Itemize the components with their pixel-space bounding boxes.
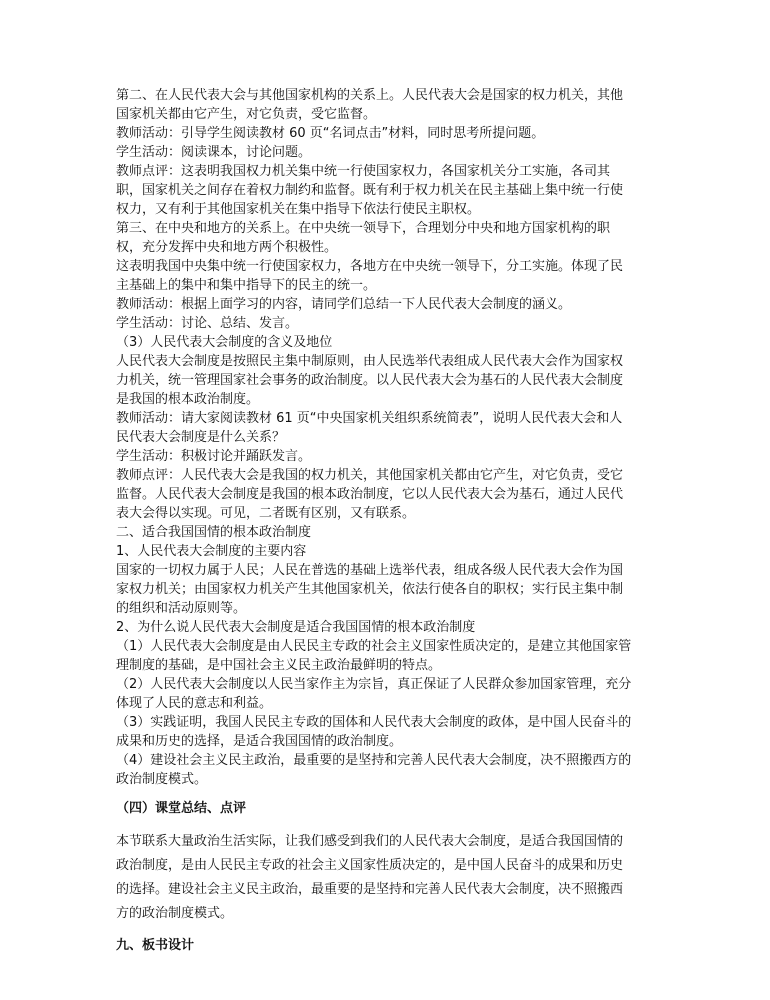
section-heading-summary: （四）课堂总结、点评 <box>116 801 247 816</box>
text-line: 教师活动：根据上面学习的内容，请同学们总结一下人民代表大会制度的涵义。 <box>116 297 572 312</box>
lesson-body-text <box>116 86 660 789</box>
text-line: 第二、在人民代表大会与其他国家机构的关系上。人民代表大会是国家的权力机关，其他 <box>116 88 624 103</box>
text-line: 这表明我国中央集中统一行使国家权力，各地方在中央统一领导下，分工实施。体现了民 <box>116 259 624 274</box>
text-line: （3）实践证明，我国人民民主专政的国体和人民代表大会制度的政体，是中国人民奋斗的 <box>116 715 632 730</box>
text-line: 家权力机关；由国家权力机关产生其他国家机关，依法行使各自的职权；实行民主集中制 <box>116 582 624 597</box>
text-line: 力机关，统一管理国家社会事务的政治制度。以人民代表大会为基石的人民代表大会制度 <box>116 373 624 388</box>
text-line: 表大会得以实现。可见，二者既有区别，又有联系。 <box>116 506 416 521</box>
text-line: （4）建设社会主义民主政治，最重要的是坚持和完善人民代表大会制度，决不照搬西方的 <box>116 753 632 768</box>
text-line: 权力，又有利于其他国家机关在集中指导下依法行使民主职权。 <box>116 202 481 217</box>
text-line: 的选择。建设社会主义民主政治，最重要的是坚持和完善人民代表大会制度，决不照搬西 <box>116 882 624 897</box>
text-line: 监督。人民代表大会制度是我国的根本政治制度，它以人民代表大会为基石，通过人民代 <box>116 487 624 502</box>
text-line: 1、人民代表大会制度的主要内容 <box>116 544 307 559</box>
text-line: 职，国家机关之间存在着权力制约和监督。既有利于权力机关在民主基础上集中统一行使 <box>116 183 624 198</box>
text-line: 国家机关都由它产生，对它负责，受它监督。 <box>116 107 377 122</box>
text-line: 教师点评：这表明我国权力机关集中统一行使国家权力，各国家机关分工实施，各司其 <box>116 164 611 179</box>
summary-paragraph <box>116 830 660 926</box>
text-line: 的组织和活动原则等。 <box>116 601 247 616</box>
text-line: 第三、在中央和地方的关系上。在中央统一领导下，合理划分中央和地方国家机构的职 <box>116 221 611 236</box>
text-line: 学生活动：阅读课本，讨论问题。 <box>116 145 312 160</box>
document-page <box>116 86 660 955</box>
text-line: 学生活动：讨论、总结、发言。 <box>116 316 299 331</box>
text-line: 教师活动：引导学生阅读教材 60 页“名词点击”材料，同时思考所提问题。 <box>116 126 545 141</box>
text-line: 成果和历史的选择，是适合我国国情的政治制度。 <box>116 734 403 749</box>
text-line: 本节联系大量政治生活实际，让我们感受到我们的人民代表大会制度，是适合我国国情的 <box>116 834 624 849</box>
text-line: 权，充分发挥中央和地方两个积极性。 <box>116 240 338 255</box>
text-line: （2）人民代表大会制度以人民当家作主为宗旨，真正保证了人民群众参加国家管理，充分 <box>116 677 632 692</box>
text-line: （3）人民代表大会制度的含义及地位 <box>116 335 333 350</box>
text-line: 政治制度模式。 <box>116 772 208 787</box>
text-line: 政治制度，是由人民民主专政的社会主义国家性质决定的，是中国人民奋斗的成果和历史 <box>116 858 624 873</box>
text-line: 民代表大会制度是什么关系？ <box>116 430 286 445</box>
text-line: （1）人民代表大会制度是由人民民主专政的社会主义国家性质决定的，是建立其他国家管 <box>116 639 632 654</box>
text-line: 方的政治制度模式。 <box>116 906 234 921</box>
text-line: 国家的一切权力属于人民；人民在普选的基础上选举代表，组成各级人民代表大会作为国 <box>116 563 624 578</box>
text-line: 是我国的根本政治制度。 <box>116 392 260 407</box>
text-line: 学生活动：积极讨论并踊跃发言。 <box>116 449 312 464</box>
section-heading-board-design: 九、板书设计 <box>116 938 195 953</box>
text-line: 体现了人民的意志和利益。 <box>116 696 273 711</box>
text-line: 人民代表大会制度是按照民主集中制原则，由人民选举代表组成人民代表大会作为国家权 <box>116 354 624 369</box>
text-line: 二、适合我国国情的根本政治制度 <box>116 525 312 540</box>
text-line: 教师点评：人民代表大会是我国的权力机关，其他国家机关都由它产生，对它负责，受它 <box>116 468 624 483</box>
text-line: 主基础上的集中和集中指导下的民主的统一。 <box>116 278 377 293</box>
text-line: 理制度的基础，是中国社会主义民主政治最鲜明的特点。 <box>116 658 442 673</box>
text-line: 教师活动：请大家阅读教材 61 页“中央国家机关组织系统简表”，说明人民代表大会和人 <box>116 411 623 426</box>
text-line: 2、为什么说人民代表大会制度是适合我国国情的根本政治制度 <box>116 620 476 635</box>
